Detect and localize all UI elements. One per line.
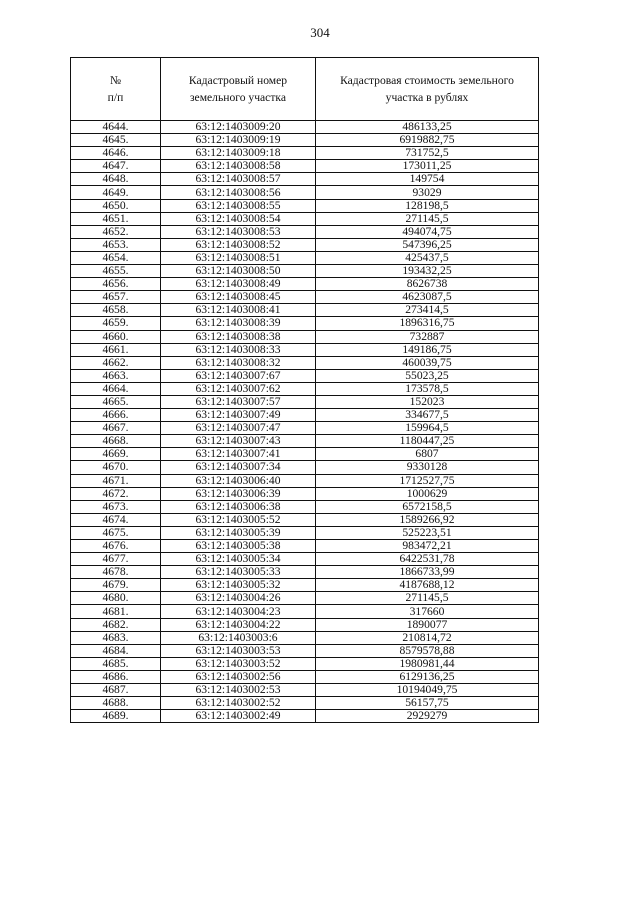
cadastral-value-cell: 1980981,44 bbox=[316, 657, 539, 670]
table-row bbox=[71, 225, 539, 238]
cadastral-value-cell: 1000629 bbox=[316, 487, 539, 500]
table-row bbox=[71, 278, 539, 291]
cadastral-number-cell: 63:12:1403005:52 bbox=[161, 513, 316, 526]
cadastral-value-cell: 1589266,92 bbox=[316, 513, 539, 526]
header-index bbox=[71, 58, 161, 121]
row-index-cell: 4650. bbox=[71, 199, 161, 212]
cadastral-value-cell: 128198,5 bbox=[316, 199, 539, 212]
cadastral-value-cell: 4187688,12 bbox=[316, 579, 539, 592]
row-index-cell: 4675. bbox=[71, 526, 161, 539]
row-index-cell: 4665. bbox=[71, 395, 161, 408]
row-index-cell: 4663. bbox=[71, 369, 161, 382]
row-index-cell: 4681. bbox=[71, 605, 161, 618]
cadastral-value-cell: 2929279 bbox=[316, 710, 539, 723]
cadastral-value-cell: 56157,75 bbox=[316, 697, 539, 710]
cadastral-number-cell: 63:12:1403008:38 bbox=[161, 330, 316, 343]
table-header bbox=[71, 58, 539, 121]
table-row bbox=[71, 199, 539, 212]
table-row bbox=[71, 474, 539, 487]
row-index-cell: 4674. bbox=[71, 513, 161, 526]
cadastral-value-cell: 159964,5 bbox=[316, 422, 539, 435]
cadastral-number-cell: 63:12:1403004:26 bbox=[161, 592, 316, 605]
table-row bbox=[71, 409, 539, 422]
table-row bbox=[71, 605, 539, 618]
table-row bbox=[71, 369, 539, 382]
cadastral-value-cell: 173578,5 bbox=[316, 382, 539, 395]
cadastral-value-cell: 494074,75 bbox=[316, 225, 539, 238]
row-index-cell: 4672. bbox=[71, 487, 161, 500]
cadastral-number-cell: 63:12:1403008:51 bbox=[161, 251, 316, 264]
header-index-line2: п/п bbox=[107, 91, 124, 104]
cadastral-number-cell: 63:12:1403008:41 bbox=[161, 304, 316, 317]
cadastral-number-cell: 63:12:1403004:23 bbox=[161, 605, 316, 618]
row-index-cell: 4654. bbox=[71, 251, 161, 264]
cadastral-number-cell: 63:12:1403009:20 bbox=[161, 121, 316, 134]
table-row bbox=[71, 212, 539, 225]
cadastral-number-cell: 63:12:1403007:49 bbox=[161, 409, 316, 422]
table-row bbox=[71, 147, 539, 160]
row-index-cell: 4671. bbox=[71, 474, 161, 487]
table-row bbox=[71, 382, 539, 395]
cadastral-value-cell: 4623087,5 bbox=[316, 291, 539, 304]
cadastral-value-cell: 6129136,25 bbox=[316, 670, 539, 683]
header-cadastral-value-line1: Кадастровая стоимость земельного bbox=[340, 74, 514, 87]
row-index-cell: 4657. bbox=[71, 291, 161, 304]
cadastral-value-cell: 149186,75 bbox=[316, 343, 539, 356]
cadastral-number-cell: 63:12:1403008:53 bbox=[161, 225, 316, 238]
cadastral-number-cell: 63:12:1403007:57 bbox=[161, 395, 316, 408]
row-index-cell: 4647. bbox=[71, 160, 161, 173]
table-row bbox=[71, 173, 539, 186]
cadastral-number-cell: 63:12:1403005:32 bbox=[161, 579, 316, 592]
cadastral-number-cell: 63:12:1403008:52 bbox=[161, 238, 316, 251]
header-row bbox=[71, 58, 539, 121]
row-index-cell: 4676. bbox=[71, 540, 161, 553]
cadastral-value-cell: 273414,5 bbox=[316, 304, 539, 317]
cadastral-value-cell: 460039,75 bbox=[316, 356, 539, 369]
cadastral-value-cell: 1896316,75 bbox=[316, 317, 539, 330]
table-row bbox=[71, 121, 539, 134]
row-index-cell: 4644. bbox=[71, 121, 161, 134]
header-cadastral-value bbox=[316, 58, 539, 121]
table-row bbox=[71, 657, 539, 670]
row-index-cell: 4646. bbox=[71, 147, 161, 160]
table-row bbox=[71, 618, 539, 631]
table-row bbox=[71, 500, 539, 513]
cadastral-value-cell: 547396,25 bbox=[316, 238, 539, 251]
page-number: 304 bbox=[310, 25, 330, 40]
table-row bbox=[71, 134, 539, 147]
cadastral-value-cell: 731752,5 bbox=[316, 147, 539, 160]
table-row bbox=[71, 265, 539, 278]
table-row bbox=[71, 448, 539, 461]
table-row bbox=[71, 461, 539, 474]
row-index-cell: 4653. bbox=[71, 238, 161, 251]
table-row bbox=[71, 579, 539, 592]
cadastral-value-cell: 271145,5 bbox=[316, 212, 539, 225]
cadastral-number-cell: 63:12:1403008:58 bbox=[161, 160, 316, 173]
cadastral-number-cell: 63:12:1403007:43 bbox=[161, 435, 316, 448]
cadastral-value-cell: 271145,5 bbox=[316, 592, 539, 605]
row-index-cell: 4669. bbox=[71, 448, 161, 461]
table-row bbox=[71, 513, 539, 526]
row-index-cell: 4686. bbox=[71, 670, 161, 683]
cadastral-number-cell: 63:12:1403007:67 bbox=[161, 369, 316, 382]
row-index-cell: 4661. bbox=[71, 343, 161, 356]
cadastral-number-cell: 63:12:1403005:34 bbox=[161, 553, 316, 566]
table-row bbox=[71, 631, 539, 644]
cadastral-number-cell: 63:12:1403002:56 bbox=[161, 670, 316, 683]
cadastral-number-cell: 63:12:1403008:49 bbox=[161, 278, 316, 291]
row-index-cell: 4673. bbox=[71, 500, 161, 513]
cadastral-value-cell: 93029 bbox=[316, 186, 539, 199]
row-index-cell: 4684. bbox=[71, 644, 161, 657]
header-cadastral-number bbox=[161, 58, 316, 121]
cadastral-number-cell: 63:12:1403006:39 bbox=[161, 487, 316, 500]
header-cadastral-number-line1: Кадастровый номер bbox=[188, 74, 288, 87]
row-index-cell: 4689. bbox=[71, 710, 161, 723]
cadastral-number-cell: 63:12:1403009:18 bbox=[161, 147, 316, 160]
cadastral-value-cell: 8626738 bbox=[316, 278, 539, 291]
cadastral-number-cell: 63:12:1403008:55 bbox=[161, 199, 316, 212]
cadastral-value-cell: 193432,25 bbox=[316, 265, 539, 278]
cadastral-number-cell: 63:12:1403002:52 bbox=[161, 697, 316, 710]
cadastral-value-cell: 6919882,75 bbox=[316, 134, 539, 147]
cadastral-value-cell: 6807 bbox=[316, 448, 539, 461]
row-index-cell: 4680. bbox=[71, 592, 161, 605]
table-row bbox=[71, 644, 539, 657]
cadastral-value-cell: 9330128 bbox=[316, 461, 539, 474]
table-row bbox=[71, 330, 539, 343]
row-index-cell: 4652. bbox=[71, 225, 161, 238]
cadastral-number-cell: 63:12:1403007:34 bbox=[161, 461, 316, 474]
header-cadastral-value-line2: участка в рублях bbox=[385, 91, 469, 104]
cadastral-number-cell: 63:12:1403008:54 bbox=[161, 212, 316, 225]
table-row bbox=[71, 710, 539, 723]
cadastral-value-cell: 10194049,75 bbox=[316, 684, 539, 697]
cadastral-number-cell: 63:12:1403007:47 bbox=[161, 422, 316, 435]
table-row bbox=[71, 238, 539, 251]
table-row bbox=[71, 592, 539, 605]
table-row bbox=[71, 435, 539, 448]
row-index-cell: 4666. bbox=[71, 409, 161, 422]
cadastral-value-cell: 152023 bbox=[316, 395, 539, 408]
header-index-line1: № bbox=[109, 74, 122, 87]
cadastral-value-cell: 8579578,88 bbox=[316, 644, 539, 657]
table-row bbox=[71, 566, 539, 579]
row-index-cell: 4656. bbox=[71, 278, 161, 291]
cadastral-value-cell: 55023,25 bbox=[316, 369, 539, 382]
cadastral-value-cell: 173011,25 bbox=[316, 160, 539, 173]
row-index-cell: 4678. bbox=[71, 566, 161, 579]
row-index-cell: 4683. bbox=[71, 631, 161, 644]
cadastral-number-cell: 63:12:1403007:62 bbox=[161, 382, 316, 395]
table-row bbox=[71, 304, 539, 317]
table-row bbox=[71, 540, 539, 553]
cadastral-value-cell: 525223,51 bbox=[316, 526, 539, 539]
cadastral-number-cell: 63:12:1403008:33 bbox=[161, 343, 316, 356]
row-index-cell: 4670. bbox=[71, 461, 161, 474]
row-index-cell: 4659. bbox=[71, 317, 161, 330]
cadastral-number-cell: 63:12:1403008:56 bbox=[161, 186, 316, 199]
cadastral-number-cell: 63:12:1403003:6 bbox=[161, 631, 316, 644]
cadastral-value-cell: 6422531,78 bbox=[316, 553, 539, 566]
table-row bbox=[71, 422, 539, 435]
cadastral-value-cell: 210814,72 bbox=[316, 631, 539, 644]
row-index-cell: 4685. bbox=[71, 657, 161, 670]
cadastral-number-cell: 63:12:1403005:38 bbox=[161, 540, 316, 553]
cadastral-number-cell: 63:12:1403002:49 bbox=[161, 710, 316, 723]
table-row bbox=[71, 395, 539, 408]
row-index-cell: 4660. bbox=[71, 330, 161, 343]
cadastral-value-cell: 317660 bbox=[316, 605, 539, 618]
cadastral-number-cell: 63:12:1403003:53 bbox=[161, 644, 316, 657]
row-index-cell: 4658. bbox=[71, 304, 161, 317]
cadastral-number-cell: 63:12:1403002:53 bbox=[161, 684, 316, 697]
table-row bbox=[71, 553, 539, 566]
row-index-cell: 4645. bbox=[71, 134, 161, 147]
cadastral-number-cell: 63:12:1403009:19 bbox=[161, 134, 316, 147]
table-row bbox=[71, 186, 539, 199]
row-index-cell: 4687. bbox=[71, 684, 161, 697]
table-row bbox=[71, 526, 539, 539]
row-index-cell: 4662. bbox=[71, 356, 161, 369]
row-index-cell: 4667. bbox=[71, 422, 161, 435]
table-row bbox=[71, 291, 539, 304]
cadastral-table bbox=[70, 57, 539, 723]
cadastral-value-cell: 334677,5 bbox=[316, 409, 539, 422]
cadastral-number-cell: 63:12:1403004:22 bbox=[161, 618, 316, 631]
cadastral-number-cell: 63:12:1403006:38 bbox=[161, 500, 316, 513]
cadastral-value-cell: 149754 bbox=[316, 173, 539, 186]
table-row bbox=[71, 670, 539, 683]
table-row bbox=[71, 251, 539, 264]
row-index-cell: 4651. bbox=[71, 212, 161, 225]
cadastral-number-cell: 63:12:1403008:32 bbox=[161, 356, 316, 369]
row-index-cell: 4648. bbox=[71, 173, 161, 186]
cadastral-value-cell: 1180447,25 bbox=[316, 435, 539, 448]
cadastral-number-cell: 63:12:1403003:52 bbox=[161, 657, 316, 670]
table-row bbox=[71, 160, 539, 173]
row-index-cell: 4682. bbox=[71, 618, 161, 631]
cadastral-value-cell: 6572158,5 bbox=[316, 500, 539, 513]
cadastral-number-cell: 63:12:1403008:57 bbox=[161, 173, 316, 186]
cadastral-value-cell: 486133,25 bbox=[316, 121, 539, 134]
row-index-cell: 4664. bbox=[71, 382, 161, 395]
table-row bbox=[71, 317, 539, 330]
cadastral-number-cell: 63:12:1403005:33 bbox=[161, 566, 316, 579]
row-index-cell: 4668. bbox=[71, 435, 161, 448]
cadastral-number-cell: 63:12:1403006:40 bbox=[161, 474, 316, 487]
cadastral-value-cell: 1712527,75 bbox=[316, 474, 539, 487]
cadastral-number-cell: 63:12:1403008:45 bbox=[161, 291, 316, 304]
row-index-cell: 4649. bbox=[71, 186, 161, 199]
row-index-cell: 4677. bbox=[71, 553, 161, 566]
table-row bbox=[71, 697, 539, 710]
table-row bbox=[71, 343, 539, 356]
table-row bbox=[71, 356, 539, 369]
row-index-cell: 4679. bbox=[71, 579, 161, 592]
table-row bbox=[71, 684, 539, 697]
table-body bbox=[71, 121, 539, 723]
header-cadastral-number-line2: земельного участка bbox=[189, 91, 287, 104]
cadastral-number-cell: 63:12:1403008:39 bbox=[161, 317, 316, 330]
row-index-cell: 4655. bbox=[71, 265, 161, 278]
cadastral-number-cell: 63:12:1403008:50 bbox=[161, 265, 316, 278]
cadastral-number-cell: 63:12:1403005:39 bbox=[161, 526, 316, 539]
cadastral-value-cell: 1866733,99 bbox=[316, 566, 539, 579]
table-row bbox=[71, 487, 539, 500]
cadastral-value-cell: 732887 bbox=[316, 330, 539, 343]
cadastral-value-cell: 425437,5 bbox=[316, 251, 539, 264]
row-index-cell: 4688. bbox=[71, 697, 161, 710]
cadastral-value-cell: 983472,21 bbox=[316, 540, 539, 553]
cadastral-number-cell: 63:12:1403007:41 bbox=[161, 448, 316, 461]
cadastral-value-cell: 1890077 bbox=[316, 618, 539, 631]
